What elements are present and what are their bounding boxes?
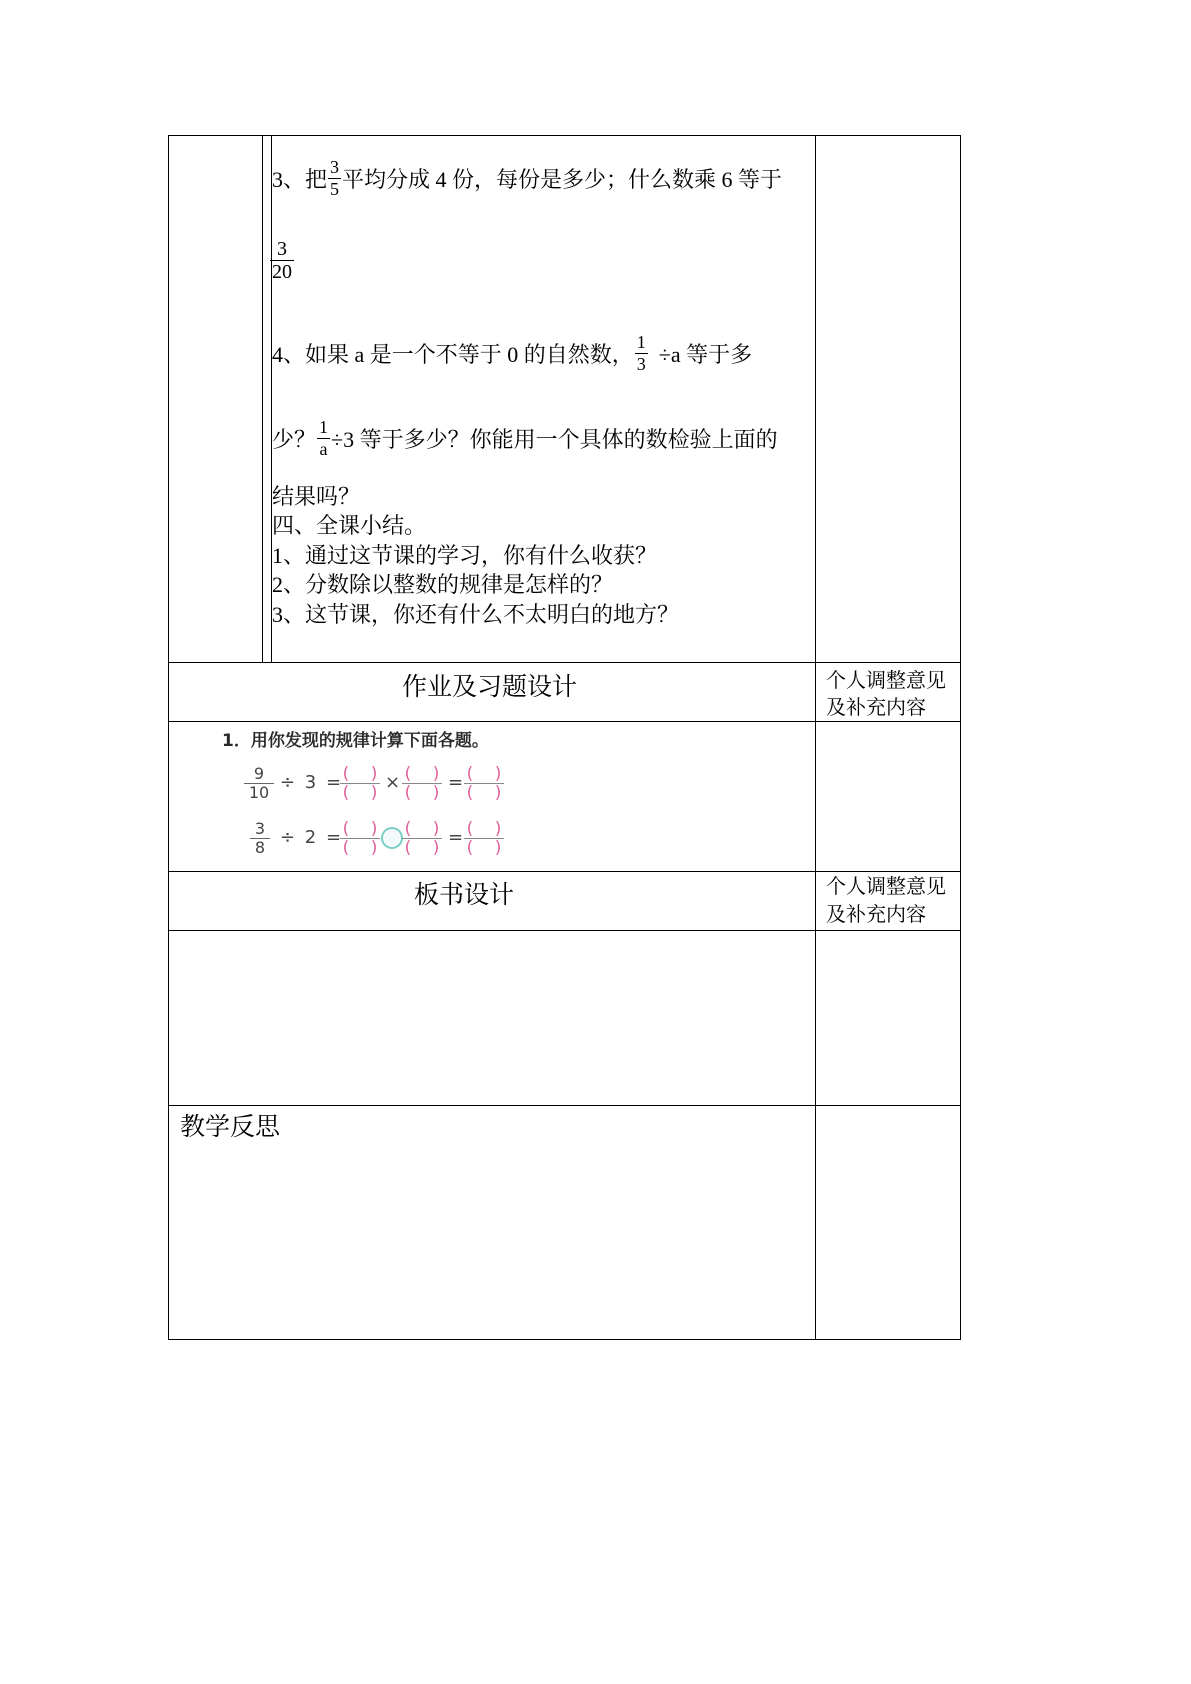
fraction-numerator: 3: [270, 238, 294, 261]
blank-numerator: ( ): [464, 765, 504, 784]
question-3-line: [272, 153, 782, 203]
row-divider: [168, 871, 961, 872]
side-note-line-2: 及补充内容: [826, 904, 926, 926]
question-4-line-2: [272, 413, 778, 463]
blank-numerator: ( ): [402, 820, 442, 839]
question-3-suffix: 平均分成 4 份，每份是多少；什么数乘 6 等于: [342, 166, 783, 192]
exercise-title: 1．用你发现的规律计算下面各题。: [222, 731, 489, 751]
fraction: [317, 417, 330, 460]
given-fraction: [250, 820, 270, 857]
blank-denominator: ( ): [404, 838, 440, 858]
equals-sign: =: [448, 772, 464, 793]
question-4-line-3: 结果吗？: [272, 484, 361, 509]
blank-numerator: ( ): [402, 765, 442, 784]
fraction: [635, 332, 648, 375]
fraction-numerator: 3: [330, 156, 340, 177]
teaching-reflection-header: 教学反思: [180, 1114, 281, 1141]
fraction-denominator: a: [319, 438, 328, 459]
question-4-line-2-prefix: 少？: [272, 426, 317, 452]
summary-title: 四、全课小结。: [272, 513, 427, 538]
question-4-line-1: [272, 328, 752, 378]
question-4-line-2-suffix: ÷3 等于多少？你能用一个具体的数检验上面的: [331, 426, 778, 452]
row-divider: [168, 1105, 961, 1106]
blank-numerator: ( ): [464, 820, 504, 839]
fraction-denominator: 5: [330, 178, 340, 199]
blank-numerator: ( ): [340, 765, 380, 784]
fraction-denominator: 3: [636, 353, 646, 374]
side-note-line-2: 及补充内容: [826, 697, 926, 719]
notes-column-divider: [815, 135, 816, 1340]
fraction-numerator: 1: [319, 416, 329, 437]
multiply-operator: ×: [385, 772, 401, 793]
question-4-suffix: ÷a 等于多: [658, 341, 753, 367]
summary-item: 2、分数除以整数的规律是怎样的？: [272, 572, 614, 597]
summary-item: 3、这节课，你还有什么不太明白的地方？: [272, 602, 680, 627]
division-operator: ÷ 3 =: [280, 772, 342, 793]
blank-numerator: ( ): [340, 820, 380, 839]
row-divider: [168, 662, 961, 663]
division-operator: ÷ 2 =: [280, 827, 342, 848]
blank-denominator: ( ): [342, 783, 378, 803]
answer-blank-fraction: [464, 765, 504, 802]
question-3-answer-fraction: [272, 238, 292, 283]
side-note-line-1: 个人调整意见: [826, 876, 946, 898]
fraction-numerator: 3: [250, 820, 270, 839]
answer-blank-fraction: [340, 765, 380, 802]
row-divider: [168, 930, 961, 931]
left-column-divider: [262, 135, 263, 662]
fraction-numerator: 1: [636, 331, 646, 352]
question-3-prefix: 3、把: [272, 166, 328, 192]
answer-blank-fraction: [464, 820, 504, 857]
blank-denominator: ( ): [342, 838, 378, 858]
answer-blank-fraction: [402, 765, 442, 802]
blank-denominator: ( ): [466, 838, 502, 858]
blank-denominator: ( ): [404, 783, 440, 803]
given-fraction: [244, 765, 274, 802]
answer-blank-fraction: [402, 820, 442, 857]
fraction-denominator: 10: [248, 783, 270, 802]
fraction-numerator: 9: [244, 765, 274, 784]
fraction: [328, 157, 341, 200]
equals-sign: =: [448, 827, 464, 848]
board-design-header: 板书设计: [414, 882, 515, 909]
homework-section-header: 作业及习题设计: [402, 674, 578, 701]
fraction-denominator: 8: [254, 838, 266, 857]
fraction-denominator: 20: [272, 261, 292, 283]
blank-denominator: ( ): [466, 783, 502, 803]
exercise-image: [222, 723, 530, 870]
blank-operator-circle: [381, 827, 403, 849]
question-4-prefix: 4、如果 a 是一个不等于 0 的自然数，: [272, 341, 634, 367]
summary-item: 1、通过这节课的学习，你有什么收获？: [272, 543, 658, 568]
side-note-line-1: 个人调整意见: [826, 670, 946, 692]
answer-blank-fraction: [340, 820, 380, 857]
